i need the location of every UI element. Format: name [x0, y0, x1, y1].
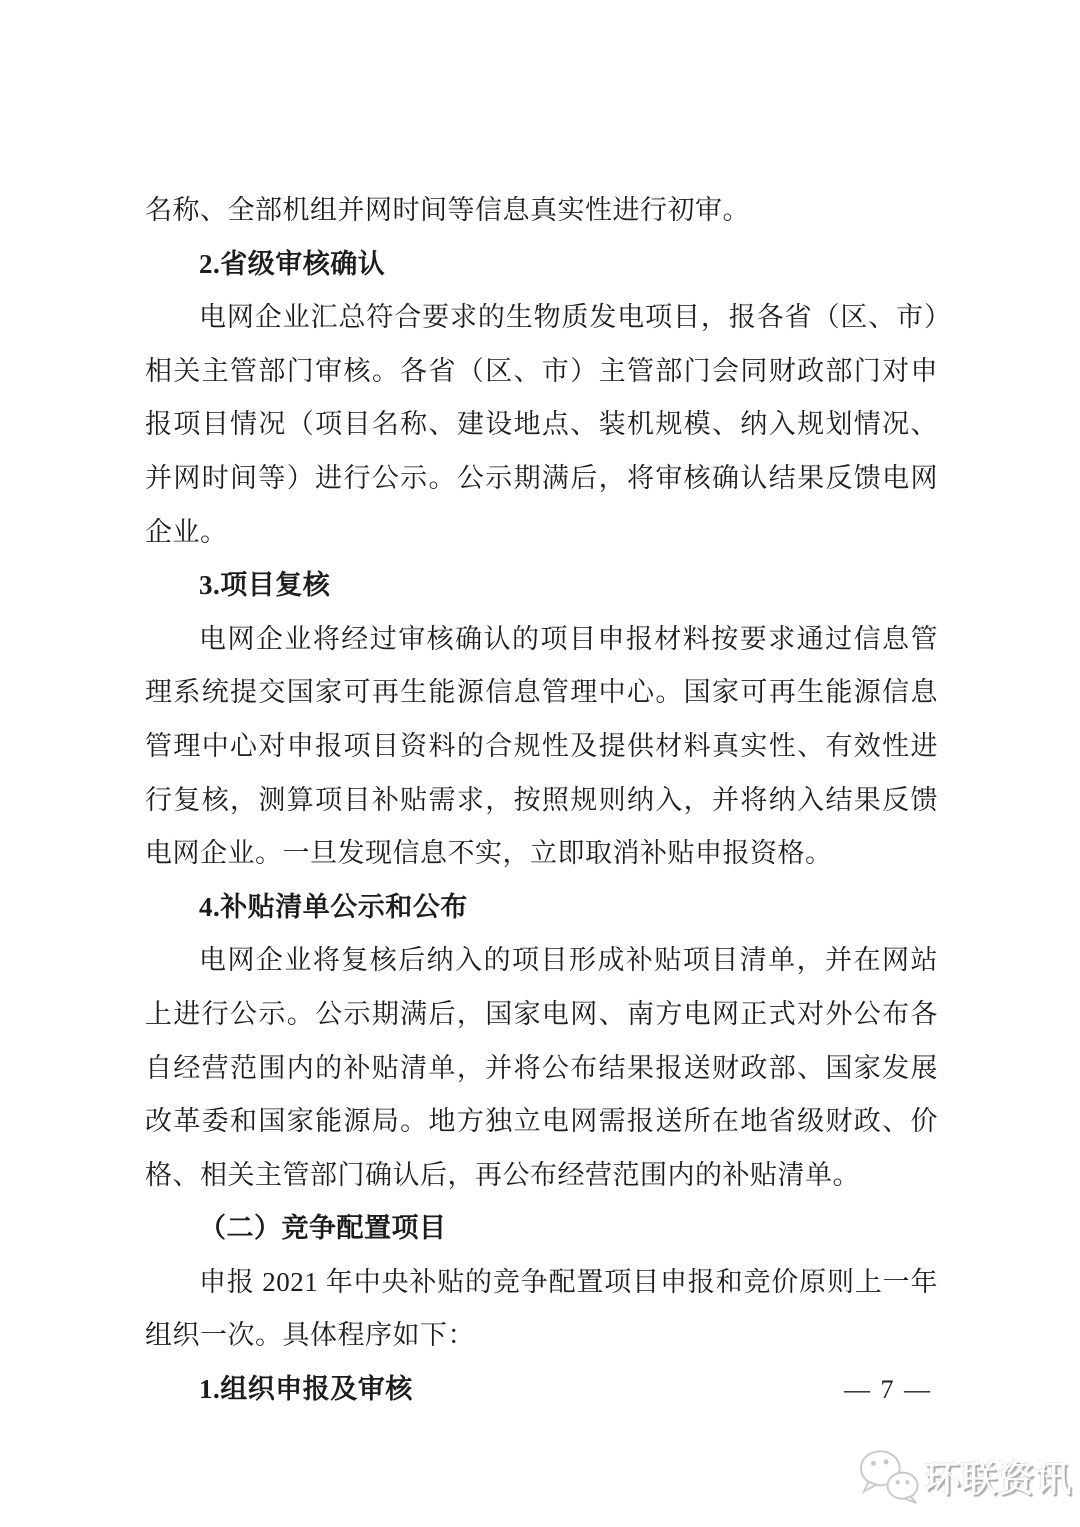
wechat-icon — [858, 1447, 920, 1505]
section-heading: 3.项目复核 — [199, 570, 331, 601]
section-heading: 1.组织申报及审核 — [199, 1374, 413, 1405]
section-heading: 4.补贴清单公示和公布 — [199, 891, 468, 922]
page-number: — 7 — — [844, 1375, 932, 1404]
paragraph: 电网企业将经过审核确认的项目申报材料按要求通过信息管理系统提交国家可再生能源信息管理中心。国家可再生能源信息管理中心对申报项目资料的合规性及提供材料真实性、有效性进行复核，测算项目补贴需求，按照规则纳入，并将纳入结果反馈电网企业。一旦发现信息不实，立即取消补贴申报资格。 — [145, 623, 938, 869]
paragraph: 申报 2021 年中央补贴的竞争配置项目申报和竞价原则上一年组织一次。具体程序如下： — [145, 1266, 938, 1351]
watermark — [858, 1447, 1072, 1505]
paragraph-continuation: 名称、全部机组并网时间等信息真实性进行初审。 — [145, 195, 750, 225]
paragraph: 电网企业将复核后纳入的项目形成补贴项目清单，并在网站上进行公示。公示期满后，国家电网、南方电网正式对外公布各自经营范围内的补贴清单，并将公布结果报送财政部、国家发展改革委和国家能源局。地方独立电网需报送所在地省级财政、价格、相关主管部门确认后，再公布经营范围内的补贴清单。 — [145, 945, 938, 1190]
section-heading: 2.省级审核确认 — [199, 248, 386, 279]
paragraph: 电网企业汇总符合要求的生物质发电项目，报各省（区、市）相关主管部门审核。各省（区、市）主管部门会同财政部门对申报项目情况（项目名称、建设地点、装机规模、纳入规划情况、并网时间等）进行公示。公示期满后，将审核确认结果反馈电网企业。 — [145, 302, 938, 547]
watermark-label: 环联资讯 — [923, 1458, 1072, 1499]
document-body — [145, 184, 938, 1417]
section-heading: （二）竞争配置项目 — [199, 1213, 447, 1244]
